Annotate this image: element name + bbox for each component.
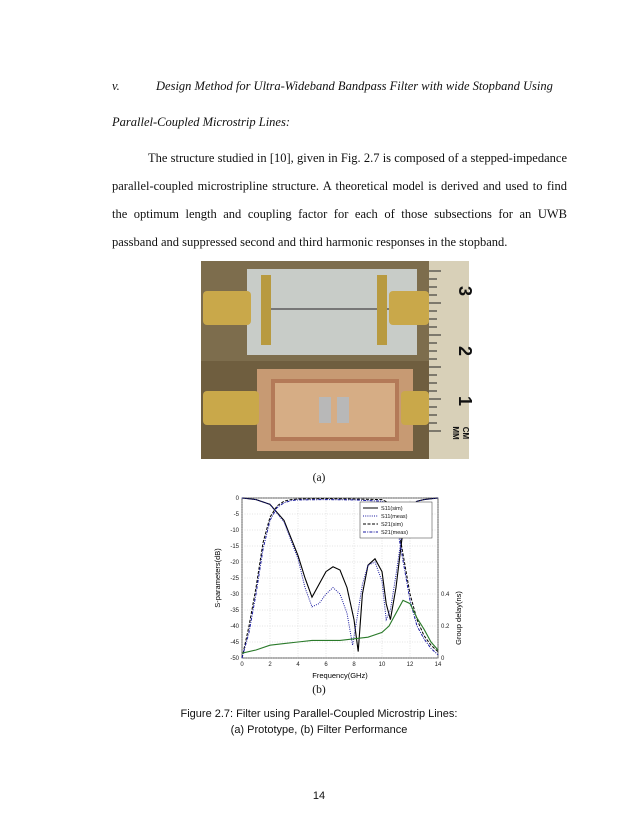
caption-a: (a) xyxy=(312,472,326,484)
x-tick-label: 8 xyxy=(352,662,356,668)
legend-label: S21(sim) xyxy=(381,522,404,528)
ruler-label-1: 1 xyxy=(455,395,475,407)
x-tick-label: 4 xyxy=(296,662,300,668)
ruler-label-3: 3 xyxy=(455,285,475,297)
prototype-photo-drawing xyxy=(201,261,475,459)
x-tick-label: 2 xyxy=(268,662,272,668)
y-tick-label: -40 xyxy=(230,624,239,630)
x-tick-label: 10 xyxy=(378,662,386,668)
y-tick-label: -35 xyxy=(230,608,239,614)
x-tick-label: 0 xyxy=(240,662,244,668)
x-tick-label: 14 xyxy=(434,662,442,668)
figure-caption xyxy=(0,706,638,738)
y-tick-label: -15 xyxy=(230,544,239,550)
caption-b: (b) xyxy=(312,684,326,696)
y-tick-label: -45 xyxy=(230,640,239,646)
y2-tick-label: 0.2 xyxy=(441,624,450,630)
y-tick-label: 0 xyxy=(235,496,239,502)
x-tick-label: 6 xyxy=(324,662,328,668)
legend-label: S11(meas) xyxy=(381,514,408,520)
y-tick-label: -20 xyxy=(230,560,239,566)
chart-legend xyxy=(360,502,432,538)
y2-tick-label: 0.4 xyxy=(441,592,450,598)
section-number: v. xyxy=(112,79,120,93)
y-tick-label: -10 xyxy=(230,528,239,534)
prototype-photo xyxy=(201,261,475,459)
y2-tick-label: 0 xyxy=(441,656,445,662)
section-heading xyxy=(112,68,582,140)
ruler-label-2: 2 xyxy=(455,345,475,357)
section-title-line1: Design Method for Ultra-Wideband Bandpass Filter with wide Stopband Using xyxy=(156,79,553,93)
page-number: 14 xyxy=(312,790,326,802)
y2-axis-label: Group delay(ns) xyxy=(454,591,463,645)
s-parameter-chart xyxy=(212,490,468,684)
y-tick-label: -30 xyxy=(230,592,239,598)
ruler-label-cm: CM xyxy=(461,426,470,440)
y-tick-label: -25 xyxy=(230,576,239,582)
legend-label: S11(sim) xyxy=(381,506,403,512)
section-title-line2: Parallel-Coupled Microstrip Lines: xyxy=(112,115,290,129)
chart-svg xyxy=(212,490,468,684)
body-paragraph: The structure studied in [10], given in Fig. 2.7 is composed of a stepped-impedance parallel-coupled microstripline structure. A theoretical model is derived and used to find the optimum length and coupling factor for each of those subsections for an UWB passband and suppressed second and third harmonic responses in the stopband. xyxy=(112,151,567,249)
figure-caption-line2: (a) Prototype, (b) Filter Performance xyxy=(230,724,408,736)
y-axis-label: S-parameters(dB) xyxy=(213,548,222,608)
legend-label: S21(meas) xyxy=(381,530,408,536)
x-axis-label: Frequency(GHz) xyxy=(312,671,368,680)
y-tick-label: -5 xyxy=(233,512,239,518)
figure-caption-line1: Figure 2.7: Filter using Parallel-Coupled Microstrip Lines: xyxy=(180,708,458,720)
y-tick-label: -50 xyxy=(230,656,239,662)
x-tick-label: 12 xyxy=(406,662,414,668)
ruler-label-mm: MM xyxy=(451,426,460,440)
